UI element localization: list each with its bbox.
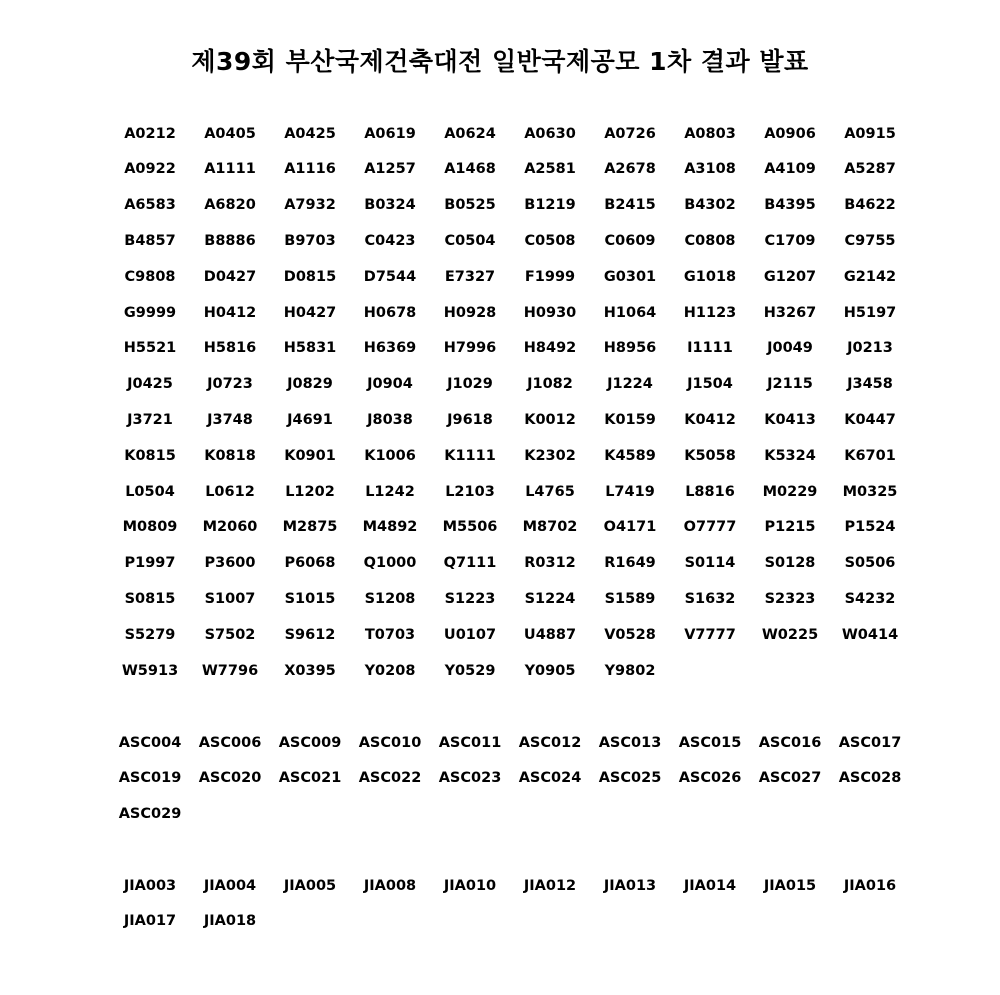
entry-code: L8816 [685,483,735,500]
entry-code: S7502 [204,626,256,643]
entry-code: G0301 [603,268,657,285]
entry-code: B4302 [684,197,736,214]
entry-code: B4395 [764,197,816,214]
entry-code: A0619 [364,125,416,142]
entry-code: S1589 [604,591,656,607]
entry-code: A4109 [764,161,816,178]
entry-code: B0324 [364,197,416,214]
entry-code: A1111 [204,161,256,178]
entry-code: H1064 [603,304,657,321]
entry-code: J0213 [847,340,893,357]
entry-code: J3748 [207,412,253,429]
entry-code: C0504 [444,233,496,250]
entry-code: L0504 [125,483,175,500]
entry-code: W0225 [761,626,819,643]
entry-code: J0829 [287,376,333,393]
asc-entry-code: ASC024 [518,770,582,787]
entry-code: H8956 [603,340,657,357]
asc-entry-code: ASC016 [758,734,822,751]
jia-entry-code: JIA018 [203,913,257,930]
jia-entry-code: JIA003 [123,877,177,894]
entry-code: A0624 [444,125,496,142]
asc-entry-code: ASC022 [358,770,422,787]
entry-code: M5506 [442,519,498,536]
entry-code: S1015 [284,591,336,607]
entry-code: K6701 [844,447,896,464]
entry-code: G1018 [683,268,737,285]
entry-code: P1215 [764,519,816,536]
entry-code: K0412 [684,412,736,429]
entry-code: A2678 [604,161,656,178]
entry-code: S1223 [444,591,496,607]
asc-entry-code: ASC013 [598,734,662,751]
entry-code: L2103 [445,483,495,500]
entry-code: Q7111 [443,555,497,572]
entry-code: L1242 [365,483,415,500]
entry-code: A6583 [124,197,176,214]
jia-entry-code: JIA016 [843,877,897,894]
entry-code: V7777 [684,626,736,643]
entry-code: Y9802 [604,662,656,679]
entry-code: G1207 [763,268,817,285]
entry-code: J1224 [607,376,653,393]
entry-code: A1468 [444,161,496,178]
entry-code: J4691 [287,412,333,429]
entry-code: D0815 [283,268,337,285]
entry-code: J1082 [527,376,573,393]
entry-code: J1504 [687,376,733,393]
entry-code: L4765 [525,483,575,500]
jia-entry-code: JIA008 [363,877,417,894]
entry-code: P3600 [204,555,256,572]
entry-code: K0815 [124,447,176,464]
entry-code: T0703 [364,626,416,643]
entry-code: H0930 [523,304,577,321]
entry-code: B4622 [844,197,896,214]
entry-code: K0818 [204,447,256,464]
asc-entry-code: ASC019 [118,770,182,787]
entry-code: A0803 [684,125,736,142]
entry-code: I1111 [687,340,733,357]
entry-code: H0928 [443,304,497,321]
entry-code: C1709 [764,233,816,250]
asc-entry-code: ASC027 [758,770,822,787]
entry-code: C9755 [844,233,896,250]
entry-code: J8038 [367,412,413,429]
asc-entry-code: ASC025 [598,770,662,787]
entry-code: C0508 [524,233,576,250]
entry-code: Y0905 [524,662,576,679]
entry-code: K1111 [444,447,496,464]
entry-code: Y0529 [444,662,496,679]
entry-code: H8492 [523,340,577,357]
entry-code: S9612 [284,626,336,643]
entry-code: H5197 [843,304,897,321]
entry-code: K1006 [364,447,416,464]
entry-code: L1202 [285,483,335,500]
entry-code: M8702 [522,519,578,536]
entry-code: S0506 [844,555,896,572]
entry-code: A0726 [604,125,656,142]
entry-code: W0414 [841,626,899,643]
asc-entry-code: ASC029 [118,806,182,823]
entry-code: J1029 [447,376,493,393]
entry-code: A5287 [844,161,896,178]
entry-code: S0128 [764,555,816,572]
entry-code: A0630 [524,125,576,142]
entry-code: X0395 [284,662,336,679]
asc-entry-code: ASC010 [358,734,422,751]
entry-code: C0423 [364,233,416,250]
entry-code: M4892 [362,519,418,536]
entry-code: C0808 [684,233,736,250]
entry-code: A7932 [284,197,336,214]
entry-code: P1997 [124,555,176,572]
entry-code: C0609 [604,233,656,250]
entry-code: G2142 [843,268,897,285]
entry-code: B2415 [604,197,656,214]
entry-code: M0809 [122,519,178,536]
entry-code: A0425 [284,125,336,142]
jia-entry-code: JIA015 [763,877,817,894]
entry-code: K0447 [844,412,896,429]
asc-entry-code: ASC011 [438,734,502,751]
entry-code: K0159 [604,412,656,429]
asc-entry-code: ASC006 [198,734,262,751]
asc-entry-code: ASC015 [678,734,742,751]
entry-code: H5521 [123,340,177,357]
jia-entry-code: JIA010 [443,877,497,894]
entry-code: S1224 [524,591,576,607]
entry-code: O7777 [683,519,737,536]
entry-code: A1257 [364,161,416,178]
entry-code: P6068 [284,555,336,572]
entry-code: B0525 [444,197,496,214]
entry-code: F1999 [524,268,576,285]
entry-code: H0678 [363,304,417,321]
entry-code: A0405 [204,125,256,142]
entry-code: B9703 [284,233,336,250]
entry-code: A6820 [204,197,256,214]
entry-code: D7544 [363,268,417,285]
entry-code: U0107 [443,626,497,643]
entry-code: Y0208 [364,662,416,679]
entry-code: R1649 [604,555,656,572]
entry-code: S2323 [764,591,816,607]
general-codes-grid [110,116,910,689]
entry-code: U4887 [523,626,577,643]
asc-entry-code: ASC020 [198,770,262,787]
entry-code: M2060 [202,519,258,536]
entry-code: J3458 [847,376,893,393]
entry-code: C9808 [124,268,176,285]
entry-code: K2302 [524,447,576,464]
entry-code: A3108 [684,161,736,178]
entry-code: J3721 [127,412,173,429]
entry-code: J0904 [367,376,413,393]
entry-code: K0413 [764,412,816,429]
entry-code: P1524 [844,519,896,536]
entry-code: K0012 [524,412,576,429]
entry-code: J0425 [127,376,173,393]
entry-code: H3267 [763,304,817,321]
entry-code: H5831 [283,340,337,357]
entry-code: V0528 [604,626,656,643]
entry-code: M2875 [282,519,338,536]
asc-entry-code: ASC026 [678,770,742,787]
entry-code: S5279 [124,626,176,643]
entry-code: H5816 [203,340,257,357]
jia-codes-grid [110,868,910,940]
entry-code: J0049 [767,340,813,357]
asc-entry-code: ASC012 [518,734,582,751]
entry-code: Q1000 [363,555,417,572]
entry-code: J0723 [207,376,253,393]
entry-code: A0915 [844,125,896,142]
entry-code: K0901 [284,447,336,464]
entry-code: M0325 [842,483,898,500]
jia-entry-code: JIA004 [203,877,257,894]
entry-code: L0612 [205,483,255,500]
entry-code: J9618 [447,412,493,429]
entry-code: S0114 [684,555,736,572]
asc-entry-code: ASC009 [278,734,342,751]
asc-entry-code: ASC004 [118,734,182,751]
jia-entry-code: JIA014 [683,877,737,894]
entry-code: K5058 [684,447,736,464]
entry-code: O4171 [603,519,657,536]
entry-code: K5324 [764,447,816,464]
entry-code: S1007 [204,591,256,607]
entry-code: A0922 [124,161,176,178]
entry-code: H0427 [283,304,337,321]
entry-code: L7419 [605,483,655,500]
entry-code: A2581 [524,161,576,178]
entry-code: R0312 [524,555,576,572]
jia-entry-code: JIA005 [283,877,337,894]
entry-code: J2115 [767,376,813,393]
entry-code: S1208 [364,591,416,607]
entry-code: A0906 [764,125,816,142]
entry-code: D0427 [203,268,257,285]
entry-code: M0229 [762,483,818,500]
entry-code: S4232 [844,591,896,607]
entry-code: B8886 [204,233,256,250]
entry-code: E7327 [444,268,496,285]
asc-entry-code: ASC023 [438,770,502,787]
entry-code: H0412 [203,304,257,321]
asc-codes-grid [110,725,910,832]
entry-code: K4589 [604,447,656,464]
entry-code: G9999 [123,304,177,321]
jia-entry-code: JIA013 [603,877,657,894]
entry-code: H6369 [363,340,417,357]
entry-code: B4857 [124,233,176,250]
entry-code: S0815 [124,591,176,607]
page-title: 제39회 부산국제건축대전 일반국제공모 1차 결과 발표 [191,47,809,76]
asc-entry-code: ASC028 [838,770,902,787]
entry-code: B1219 [524,197,576,214]
asc-entry-code: ASC017 [838,734,902,751]
asc-entry-code: ASC021 [278,770,342,787]
entry-code: A0212 [124,125,176,142]
entry-code: H1123 [683,304,737,321]
entry-code: H7996 [443,340,497,357]
entry-code: W7796 [201,662,259,679]
entry-code: W5913 [121,662,179,679]
entry-code: A1116 [284,161,336,178]
entry-code: S1632 [684,591,736,607]
jia-entry-code: JIA012 [523,877,577,894]
jia-entry-code: JIA017 [123,913,177,930]
